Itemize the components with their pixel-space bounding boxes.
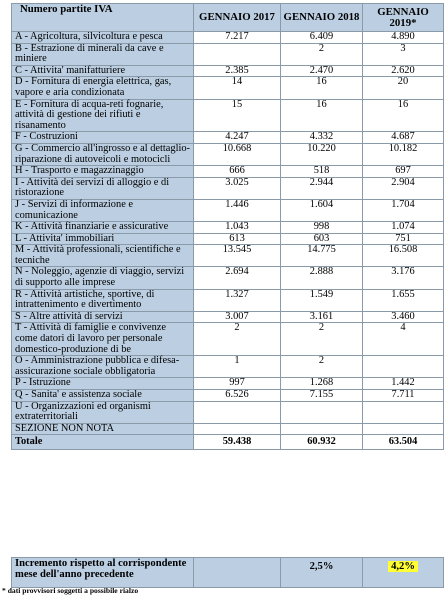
table-row [12, 99, 444, 132]
total-2018: 60.932 [281, 435, 363, 450]
row-value-2017: 15 [194, 99, 281, 132]
row-value-2017: 1.446 [194, 199, 281, 221]
row-value-2018: 603 [281, 233, 363, 245]
increment-row [12, 558, 444, 588]
partite-iva-table [11, 3, 444, 450]
table-row [12, 222, 444, 234]
row-value-2017: 4.247 [194, 132, 281, 144]
table-row [12, 143, 444, 165]
row-value-2018: 6.409 [281, 32, 363, 44]
row-value-2018: 10.220 [281, 143, 363, 165]
table-row [12, 289, 444, 311]
row-value-2019: 697 [363, 166, 444, 178]
row-value-2017: 2.385 [194, 65, 281, 77]
row-value-2018: 3.161 [281, 311, 363, 323]
row-value-2017: 666 [194, 166, 281, 178]
table-row [12, 267, 444, 289]
row-label: P - Istruzione [12, 378, 194, 390]
row-label: SEZIONE NON NOTA [12, 423, 194, 435]
row-value-2018: 16 [281, 77, 363, 99]
row-label: N - Noleggio, agenzie di viaggio, servizi di supporto alle imprese [12, 267, 194, 289]
row-value-2019: 1.442 [363, 378, 444, 390]
row-value-2019: 1.704 [363, 199, 444, 221]
row-value-2017: 13.545 [194, 245, 281, 267]
row-label: A - Agricoltura, silvicoltura e pesca [12, 32, 194, 44]
row-value-2019: 4.890 [363, 32, 444, 44]
row-value-2019: 2.904 [363, 177, 444, 199]
row-value-2017: 1 [194, 356, 281, 378]
increment-2019-cell [363, 558, 444, 588]
row-value-2018: 16 [281, 99, 363, 132]
row-value-2017: 2 [194, 323, 281, 356]
total-2019: 63.504 [363, 435, 444, 450]
row-value-2019: 16 [363, 99, 444, 132]
row-label: H - Trasporto e magazzinaggio [12, 166, 194, 178]
table-row [12, 199, 444, 221]
row-value-2018: 2.470 [281, 65, 363, 77]
table-body [12, 32, 444, 435]
table-row [12, 401, 444, 423]
row-value-2018: 14.775 [281, 245, 363, 267]
row-value-2018 [281, 401, 363, 423]
row-value-2018: 1.549 [281, 289, 363, 311]
table-row [12, 177, 444, 199]
row-value-2017: 997 [194, 378, 281, 390]
table-row [12, 43, 444, 65]
row-value-2017: 6.526 [194, 390, 281, 402]
row-value-2019 [363, 423, 444, 435]
row-label: Q - Sanita' e assistenza sociale [12, 390, 194, 402]
total-label: Totale [12, 435, 194, 450]
row-value-2018: 2 [281, 323, 363, 356]
row-value-2019: 10.182 [363, 143, 444, 165]
row-value-2018: 518 [281, 166, 363, 178]
row-label: J - Servizi di informazione e comunicazione [12, 199, 194, 221]
increment-2018: 2,5% [281, 558, 363, 588]
row-value-2018 [281, 423, 363, 435]
row-value-2019: 4 [363, 323, 444, 356]
row-value-2019: 7.711 [363, 390, 444, 402]
row-label: T - Attività di famiglie e convivenze come datori di lavoro per personale domestico-produzione di be [12, 323, 194, 356]
row-value-2019: 3.176 [363, 267, 444, 289]
row-value-2018: 7.155 [281, 390, 363, 402]
row-value-2018: 1.604 [281, 199, 363, 221]
table-row [12, 323, 444, 356]
footnote: * dati provvisori soggetti a possibile rialzo [2, 586, 139, 595]
table-row [12, 132, 444, 144]
table-row [12, 423, 444, 435]
row-value-2017: 7.217 [194, 32, 281, 44]
table-row [12, 378, 444, 390]
row-label: L - Attivita' immobiliari [12, 233, 194, 245]
row-label: R - Attività artistiche, sportive, di intrattenimento e divertimento [12, 289, 194, 311]
table-row [12, 233, 444, 245]
row-value-2017 [194, 401, 281, 423]
row-label: I - Attività dei servizi di alloggio e di ristorazione [12, 177, 194, 199]
table-row [12, 32, 444, 44]
row-value-2019: 1.655 [363, 289, 444, 311]
row-value-2017 [194, 43, 281, 65]
table-row [12, 65, 444, 77]
row-value-2019: 4.687 [363, 132, 444, 144]
header-label: Numero partite IVA [12, 4, 194, 32]
row-value-2017: 613 [194, 233, 281, 245]
table-row [12, 390, 444, 402]
table-row [12, 311, 444, 323]
row-value-2019 [363, 356, 444, 378]
total-row [12, 435, 444, 450]
row-label: M - Attività professionali, scientifiche e tecniche [12, 245, 194, 267]
header-col-2017: GENNAIO 2017 [194, 4, 281, 32]
total-2017: 59.438 [194, 435, 281, 450]
row-value-2019: 3 [363, 43, 444, 65]
row-value-2018: 2.888 [281, 267, 363, 289]
row-value-2018: 1.268 [281, 378, 363, 390]
row-value-2019: 1.074 [363, 222, 444, 234]
row-value-2017: 1.043 [194, 222, 281, 234]
row-label: U - Organizzazioni ed organismi extraterritoriali [12, 401, 194, 423]
table-row [12, 77, 444, 99]
row-label: F - Costruzioni [12, 132, 194, 144]
row-value-2019: 20 [363, 77, 444, 99]
row-value-2017 [194, 423, 281, 435]
row-label: D - Fornitura di energia elettrica, gas, vapore e aria condizionata [12, 77, 194, 99]
row-value-2019: 16.508 [363, 245, 444, 267]
row-value-2019 [363, 401, 444, 423]
row-value-2018: 2.944 [281, 177, 363, 199]
row-value-2019: 751 [363, 233, 444, 245]
row-value-2019: 2.620 [363, 65, 444, 77]
increment-table [11, 557, 444, 588]
increment-2019: 4,2% [388, 561, 418, 572]
increment-2017 [194, 558, 281, 588]
table-header-row [12, 4, 444, 32]
row-value-2019: 3.460 [363, 311, 444, 323]
row-value-2018: 2 [281, 43, 363, 65]
row-value-2017: 1.327 [194, 289, 281, 311]
row-value-2018: 4.332 [281, 132, 363, 144]
row-label: O - Amministrazione pubblica e difesa-assicurazione sociale obbligatoria [12, 356, 194, 378]
row-label: B - Estrazione di minerali da cave e miniere [12, 43, 194, 65]
table-row [12, 166, 444, 178]
row-value-2017: 14 [194, 77, 281, 99]
row-value-2017: 3.025 [194, 177, 281, 199]
row-value-2018: 998 [281, 222, 363, 234]
row-label: K - Attività finanziarie e assicurative [12, 222, 194, 234]
row-label: C - Attivita' manifatturiere [12, 65, 194, 77]
row-value-2018: 2 [281, 356, 363, 378]
row-value-2017: 3.007 [194, 311, 281, 323]
row-value-2017: 2.694 [194, 267, 281, 289]
row-value-2017: 10.668 [194, 143, 281, 165]
row-label: S - Altre attività di servizi [12, 311, 194, 323]
header-col-2019: GENNAIO 2019* [363, 4, 444, 32]
row-label: E - Fornitura di acqua-reti fognarie, attività di gestione dei rifiuti e risanamento [12, 99, 194, 132]
table-row [12, 245, 444, 267]
table-row [12, 356, 444, 378]
increment-label: Incremento rispetto al corrispondente mese dell'anno precedente [12, 558, 194, 588]
header-col-2018: GENNAIO 2018 [281, 4, 363, 32]
row-label: G - Commercio all'ingrosso e al dettaglio-riparazione di autoveicoli e motocicli [12, 143, 194, 165]
